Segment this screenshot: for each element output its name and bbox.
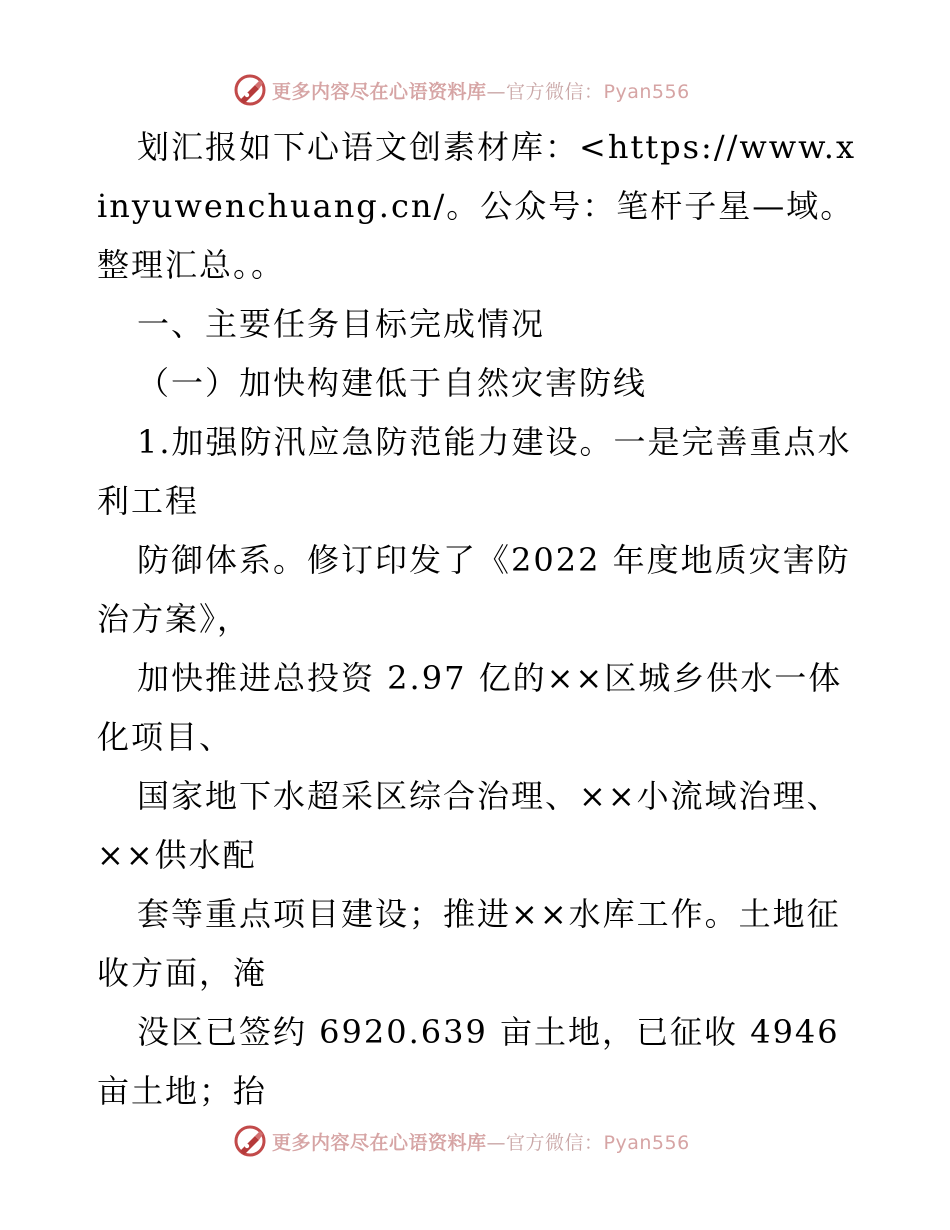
watermark-label: —官方微信： bbox=[486, 1131, 604, 1154]
paragraph: 套等重点项目建设；推进××水库工作。土地征收方面，淹 bbox=[97, 895, 841, 992]
watermark-wechat-id: Pyan556 bbox=[603, 1131, 690, 1154]
paragraph: 划汇报如下心语文创素材库：<https://www.xinyuwenchuang.cn/。公众号：笔杆子星—域。整理汇总。。 bbox=[97, 128, 856, 284]
paragraph: 加快推进总投资 2.97 亿的××区城乡供水一体化项目、 bbox=[97, 659, 843, 756]
footer-watermark bbox=[233, 1123, 690, 1159]
section-heading: 一、主要任务目标完成情况 bbox=[137, 305, 546, 343]
paragraph: 国家地下水超采区综合治理、××小流域治理、××供水配 bbox=[97, 777, 841, 874]
document-body bbox=[97, 118, 857, 1121]
paragraph: 防御体系。修订印发了《2022 年度地质灾害防治方案》， bbox=[97, 541, 851, 638]
pen-logo-icon bbox=[233, 1124, 267, 1158]
pen-logo-icon bbox=[233, 73, 267, 107]
subsection-heading: （一）加快构建低于自然灾害防线 bbox=[137, 364, 648, 402]
watermark-title: 更多内容尽在心语资料库 bbox=[272, 80, 487, 103]
paragraph: 1.加强防汛应急防范能力建设。一是完善重点水利工程 bbox=[97, 423, 852, 520]
watermark-wechat-id: Pyan556 bbox=[603, 80, 690, 103]
header-watermark bbox=[233, 72, 690, 108]
watermark-label: —官方微信： bbox=[486, 80, 604, 103]
watermark-title: 更多内容尽在心语资料库 bbox=[272, 1131, 487, 1154]
paragraph: 没区已签约 6920.639 亩土地，已征收 4946 亩土地；抬 bbox=[97, 1013, 840, 1110]
